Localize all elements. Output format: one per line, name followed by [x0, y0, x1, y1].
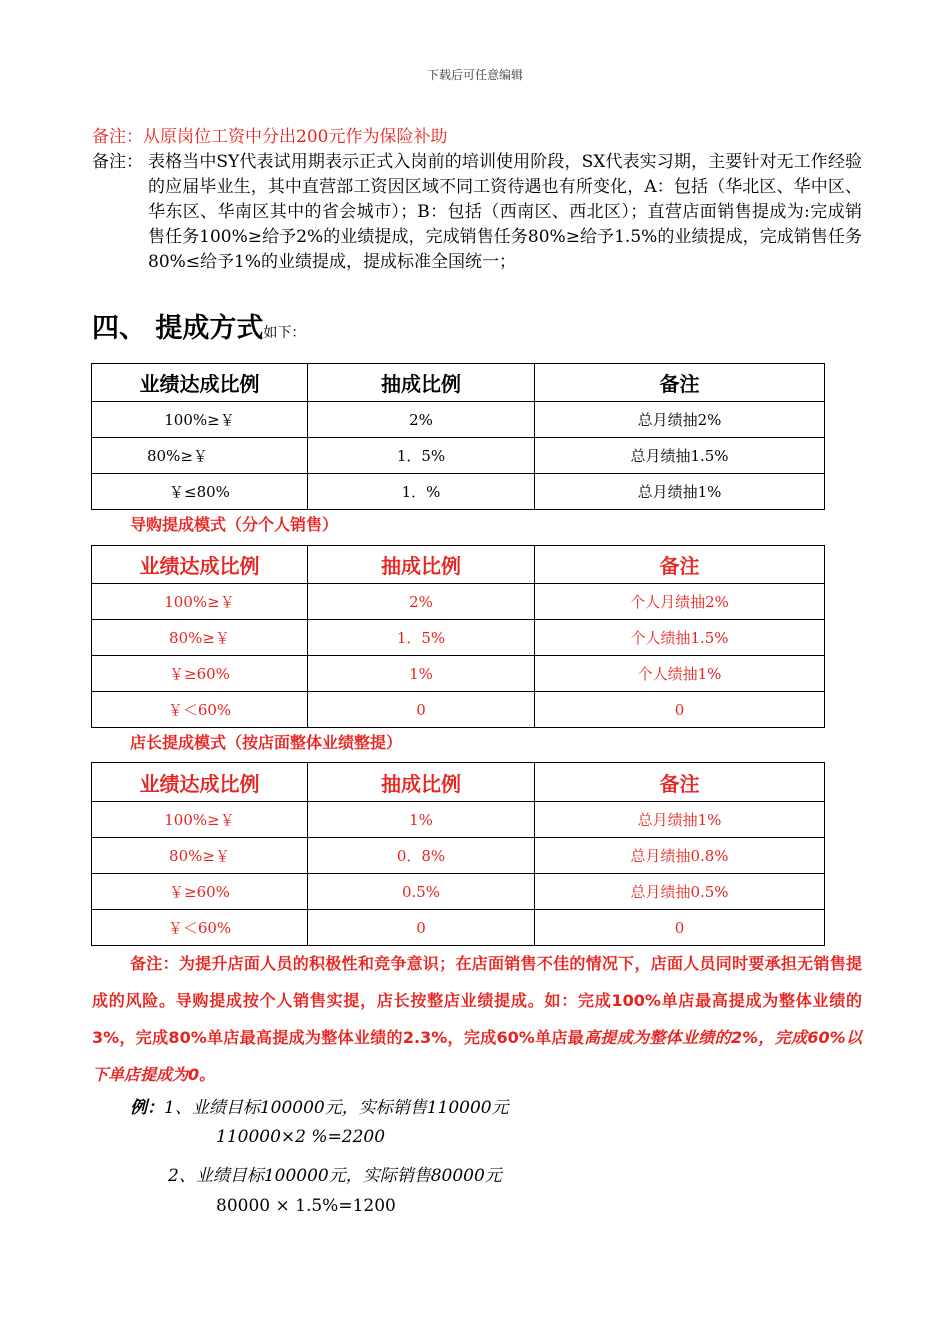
note-text: 表格当中SY代表试用期表示正式入岗前的培训使用阶段，SX代表实习期，主要针对无工作经验的应届毕业生，其中直营部工资因区域不同工资待遇也有所变化，A：包括（华北区、华中区、华东区、华南区其中的省会城市）；B：包括（西南区、西北区）；直营店面销售提成为:完成销售任务100%≥给予2%的业绩提成，完成销售任务80%≥给予1.5%的业绩提成，完成销售任务80%≤给予1%的业绩提成，提成标准全国统一；: [148, 152, 863, 272]
remark-text: 备注：为提升店面人员的积极性和竞争意识；在店面销售不佳的情况下，店面人员同时要承担无销售提成的风险。导购提成按个人销售实提，店长按整店业绩提成。如：完成100%单店最高提成为整体业绩的3%，完成80%单店最高提成为整体业绩的2.3%，完成60%单店最: [92, 954, 862, 1047]
table-cell: ￥≥60%: [92, 656, 308, 692]
commission-table-general: [91, 363, 825, 510]
table-header-row: [92, 546, 825, 584]
header-commission-ratio: 抽成比例: [308, 546, 535, 584]
table-cell: 总月绩抽2%: [535, 402, 825, 438]
insurance-note: 备注：从原岗位工资中分出200元作为保险补助: [92, 127, 448, 147]
header-commission-ratio: 抽成比例: [308, 364, 535, 402]
header-remark: 备注: [535, 763, 825, 802]
example-line-1: [130, 1093, 509, 1118]
table-row: [92, 692, 825, 728]
table-row: [92, 402, 825, 438]
table-cell: 0: [308, 910, 535, 946]
page-header: 下载后可任意编辑: [426, 68, 523, 82]
remark-text-italic: 高提成为整体业绩的2%，完成60%以下单店提成为0。: [92, 1028, 862, 1084]
table-cell: 总月绩抽1%: [535, 802, 825, 838]
section-suffix: 如下：: [263, 325, 306, 341]
table-header-row: [92, 364, 825, 402]
example-label: 例：: [130, 1098, 164, 1118]
table-cell: ￥＜60%: [92, 910, 308, 946]
table-cell: 0: [308, 692, 535, 728]
table-cell: ￥≥60%: [92, 874, 308, 910]
table-row: [92, 656, 825, 692]
table-cell: ￥＜60%: [92, 692, 308, 728]
table-row: [92, 620, 825, 656]
note-label: 备注：: [92, 152, 143, 172]
table-cell: 80%≥￥: [92, 838, 308, 874]
table-row: [92, 438, 825, 474]
table-cell: 100%≥￥: [92, 402, 308, 438]
example-text: 1、业绩目标100000元，实标销售110000元: [164, 1098, 509, 1118]
header-achievement-ratio: 业绩达成比例: [92, 546, 308, 584]
commission-table-guide: [91, 545, 825, 728]
table-row: [92, 584, 825, 620]
section-heading: [92, 306, 305, 345]
section-title: 四、 提成方式: [92, 313, 264, 344]
table-cell: 2%: [308, 584, 535, 620]
header-commission-ratio: 抽成比例: [308, 763, 535, 802]
table-explanation-note: [92, 150, 862, 275]
table-cell: 个人绩抽1%: [535, 656, 825, 692]
table-cell: ￥≤80%: [92, 474, 308, 510]
header-achievement-ratio: 业绩达成比例: [92, 763, 308, 802]
table-row: [92, 910, 825, 946]
table-cell: 0: [535, 910, 825, 946]
example-line-4: 80000 × 1.5%=1200: [216, 1196, 396, 1216]
table-row: [92, 874, 825, 910]
table-cell: 总月绩抽0.5%: [535, 874, 825, 910]
table-row: [92, 474, 825, 510]
table-cell: 1%: [308, 802, 535, 838]
commission-table-manager: [91, 762, 825, 946]
table-cell: 0.5%: [308, 874, 535, 910]
example-line-3: 2、业绩目标100000元，实际销售80000元: [168, 1166, 502, 1186]
table-cell: 100%≥￥: [92, 802, 308, 838]
table-header-row: [92, 763, 825, 802]
table-cell: 100%≥￥: [92, 584, 308, 620]
header-remark: 备注: [535, 364, 825, 402]
table-cell: 1．%: [308, 474, 535, 510]
table-cell: 个人月绩抽2%: [535, 584, 825, 620]
table-cell: 0: [535, 692, 825, 728]
table-cell: 80%≥￥: [92, 620, 308, 656]
table-row: [92, 802, 825, 838]
table-cell: 1．5%: [308, 438, 535, 474]
header-achievement-ratio: 业绩达成比例: [92, 364, 308, 402]
example-line-2: 110000×2 %=2200: [216, 1127, 386, 1147]
table-cell: 个人绩抽1.5%: [535, 620, 825, 656]
table-cell: 总月绩抽0.8%: [535, 838, 825, 874]
table-cell: 0．8%: [308, 838, 535, 874]
guide-mode-caption: 导购提成模式（分个人销售）: [130, 515, 339, 534]
table-row: [92, 838, 825, 874]
table-cell: 总月绩抽1.5%: [535, 438, 825, 474]
table-cell: 1．5%: [308, 620, 535, 656]
manager-mode-caption: 店长提成模式（按店面整体业绩整提）: [130, 733, 403, 752]
commission-remark: [92, 945, 862, 1093]
table-cell: 80%≥￥: [92, 438, 308, 474]
header-remark: 备注: [535, 546, 825, 584]
table-cell: 2%: [308, 402, 535, 438]
table-cell: 1%: [308, 656, 535, 692]
table-cell: 总月绩抽1%: [535, 474, 825, 510]
